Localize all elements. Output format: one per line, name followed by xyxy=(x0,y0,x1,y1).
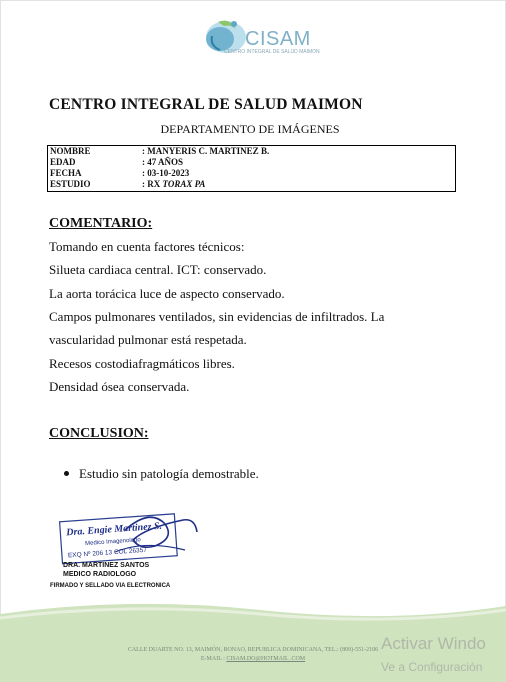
date-label: FECHA xyxy=(50,168,82,178)
signer-name: DRA. MARTINEZ SANTOS xyxy=(63,562,150,569)
signature-stamp xyxy=(55,510,200,566)
age-label: EDAD xyxy=(50,157,76,167)
cisam-logo xyxy=(190,12,320,62)
footer-email-link[interactable]: CISAM.DO@HOTMAIL .COM xyxy=(226,656,306,662)
signer-block xyxy=(63,561,149,579)
signature-note: FIRMADO Y SELLADO VIA ELECTRONICA xyxy=(50,583,171,589)
watermark-line-1: Activar Windo xyxy=(381,634,486,653)
name-label: NOMBRE xyxy=(50,146,91,156)
date-value: : 03-10-2023 xyxy=(142,168,190,178)
conclusion-bullet-text: Estudio sin patología demostrable. xyxy=(79,466,259,481)
signature-stamp-graphic xyxy=(55,510,200,566)
stamp-line-3: EXQ Nº 206 13 COL 26357 xyxy=(67,546,148,560)
footer-email-prefix: E-MAIL : xyxy=(200,656,227,662)
logo-word: CISAM xyxy=(245,28,311,50)
study-label: ESTUDIO xyxy=(50,179,91,189)
signer-title: MEDICO RADIOLOGO xyxy=(63,571,137,578)
comment-line: Silueta cardiaca central. ICT: conservado. xyxy=(49,262,267,277)
comment-line: Recesos costodiafragmáticos libres. xyxy=(49,356,235,371)
stamp-line-2: Medico Imagenologo xyxy=(85,537,141,548)
logo-subtitle: CENTRO INTEGRAL DE SALUD MAIMON xyxy=(224,49,320,55)
name-value: : MANYERIS C. MARTINEZ B. xyxy=(142,146,270,156)
stamp-line-1: Dra. Engie Martinez S. xyxy=(66,520,163,539)
study-value-prefix: : RX xyxy=(142,179,163,189)
comment-line: La aorta torácica luce de aspecto conservado. xyxy=(49,286,285,301)
center-title: CENTRO INTEGRAL DE SALUD MAIMON xyxy=(49,96,363,113)
footer-address: CALLE DUARTE NO. 13, MAIMÓN, BONAO, REPUBLICA DOMINICANA, TEL.: (809)-551-2106 xyxy=(127,647,379,653)
department-title xyxy=(0,122,506,137)
windows-activation-watermark xyxy=(381,634,486,674)
comment-line: Densidad ósea conservada. xyxy=(49,379,190,394)
patient-info-box xyxy=(47,145,456,192)
comment-line: Campos pulmonares ventilados, sin evidencias de infiltrados. La xyxy=(49,309,385,324)
bullet-dot-icon xyxy=(64,471,69,476)
study-value xyxy=(142,179,205,190)
study-value-italic: TORAX PA xyxy=(162,179,206,189)
conclusion-heading: CONCLUSION: xyxy=(49,426,149,441)
age-value: : 47 AÑOS xyxy=(142,157,184,167)
comment-heading: COMENTARIO: xyxy=(49,216,153,231)
department-title-text: DEPARTAMENTO DE IMÁGENES xyxy=(160,122,340,136)
comment-line: vascularidad pulmonar está respetada. xyxy=(49,332,247,347)
watermark-line-2: Ve a Configuración xyxy=(381,660,483,674)
comment-line: Tomando en cuenta factores técnicos: xyxy=(49,239,245,254)
conclusion-bullet xyxy=(64,466,259,482)
